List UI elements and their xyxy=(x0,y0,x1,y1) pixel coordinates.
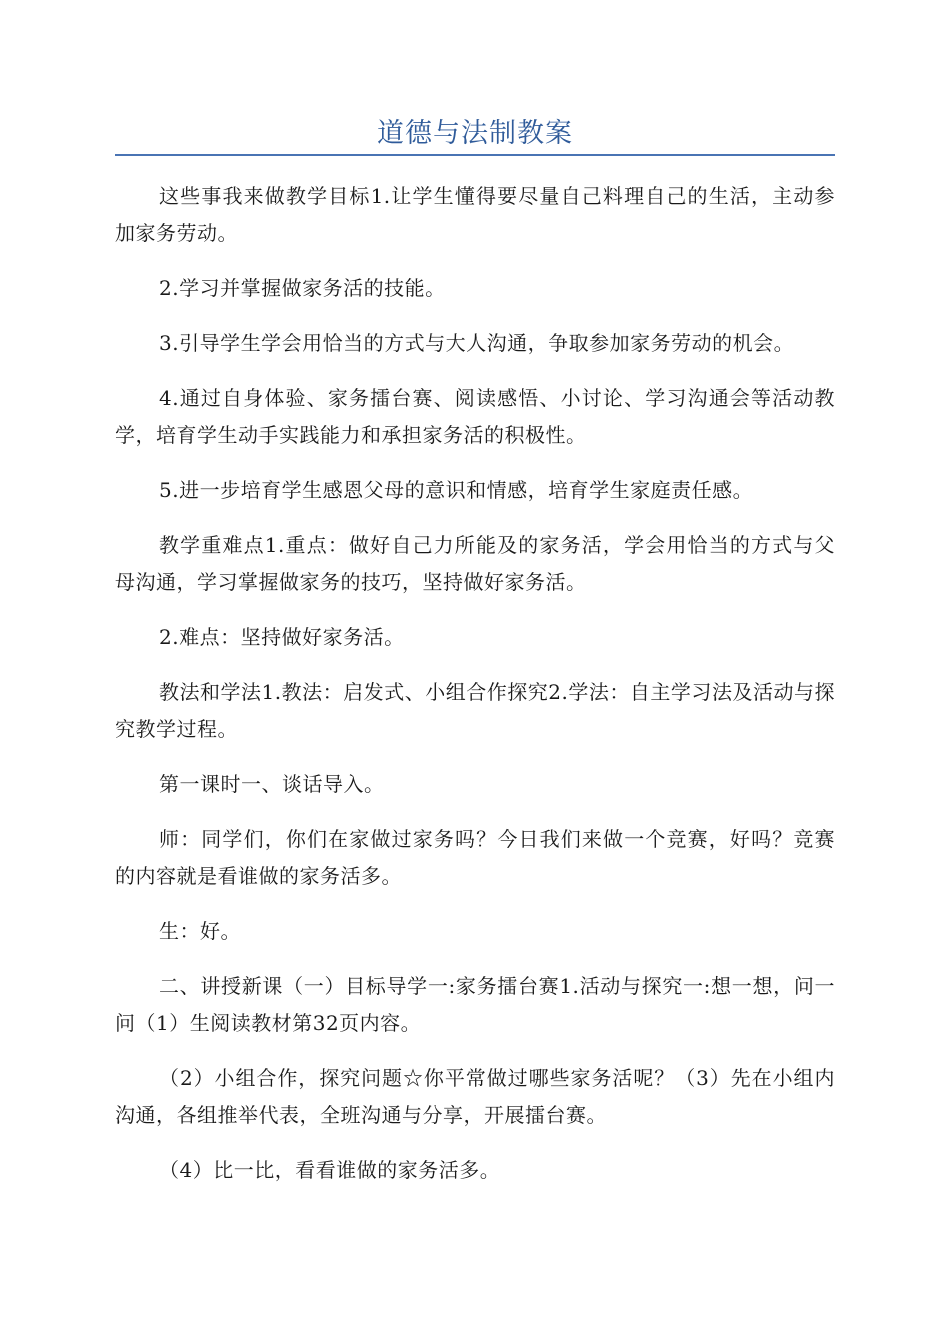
paragraph-key-points: 教学重难点1.重点：做好自己力所能及的家务活，学会用恰当的方式与父母沟通，学习掌握做家务的技巧，坚持做好家务活。 xyxy=(115,533,835,594)
paragraph-goal-5: 5.进一步培育学生感恩父母的意识和情感，培育学生家庭责任感。 xyxy=(159,478,754,502)
paragraph-lesson-one: 第一课时一、谈话导入。 xyxy=(159,772,385,796)
document-title: 道德与法制教案 xyxy=(377,118,573,149)
paragraph-goal-4: 4.通过自身体验、家务擂台赛、阅读感悟、小讨论、学习沟通会等活动教学，培育学生动手实践能力和承担家务活的积极性。 xyxy=(115,386,835,447)
paragraph-group-work: （2）小组合作，探究问题☆你平常做过哪些家务活呢？（3）先在小组内沟通，各组推举代表，全班沟通与分享，开展擂台赛。 xyxy=(115,1066,835,1127)
title-underline xyxy=(115,154,835,156)
paragraph-student-reply: 生：好。 xyxy=(159,919,241,943)
paragraph-new-lesson: 二、讲授新课（一）目标导学一:家务擂台赛1.活动与探究一:想一想，问一问（1）生阅读教材第32页内容。 xyxy=(115,974,835,1035)
paragraph-goal-3: 3.引导学生学会用恰当的方式与大人沟通，争取参加家务劳动的机会。 xyxy=(159,331,795,355)
paragraph-compare: （4）比一比，看看谁做的家务活多。 xyxy=(159,1158,501,1182)
paragraph-difficulty: 2.难点：坚持做好家务活。 xyxy=(159,625,405,649)
paragraph-teacher-talk: 师：同学们，你们在家做过家务吗？今日我们来做一个竞赛，好吗？竞赛的内容就是看谁做的家务活多。 xyxy=(115,827,835,888)
paragraph-methods: 教法和学法1.教法：启发式、小组合作探究2.学法：自主学习法及活动与探究教学过程。 xyxy=(115,680,835,741)
document-body xyxy=(115,178,835,1189)
paragraph-goal-2: 2.学习并掌握做家务活的技能。 xyxy=(159,276,446,300)
document-page xyxy=(115,0,835,1207)
paragraph-teaching-goals: 这些事我来做教学目标1.让学生懂得要尽量自己料理自己的生活，主动参加家务劳动。 xyxy=(115,184,835,245)
